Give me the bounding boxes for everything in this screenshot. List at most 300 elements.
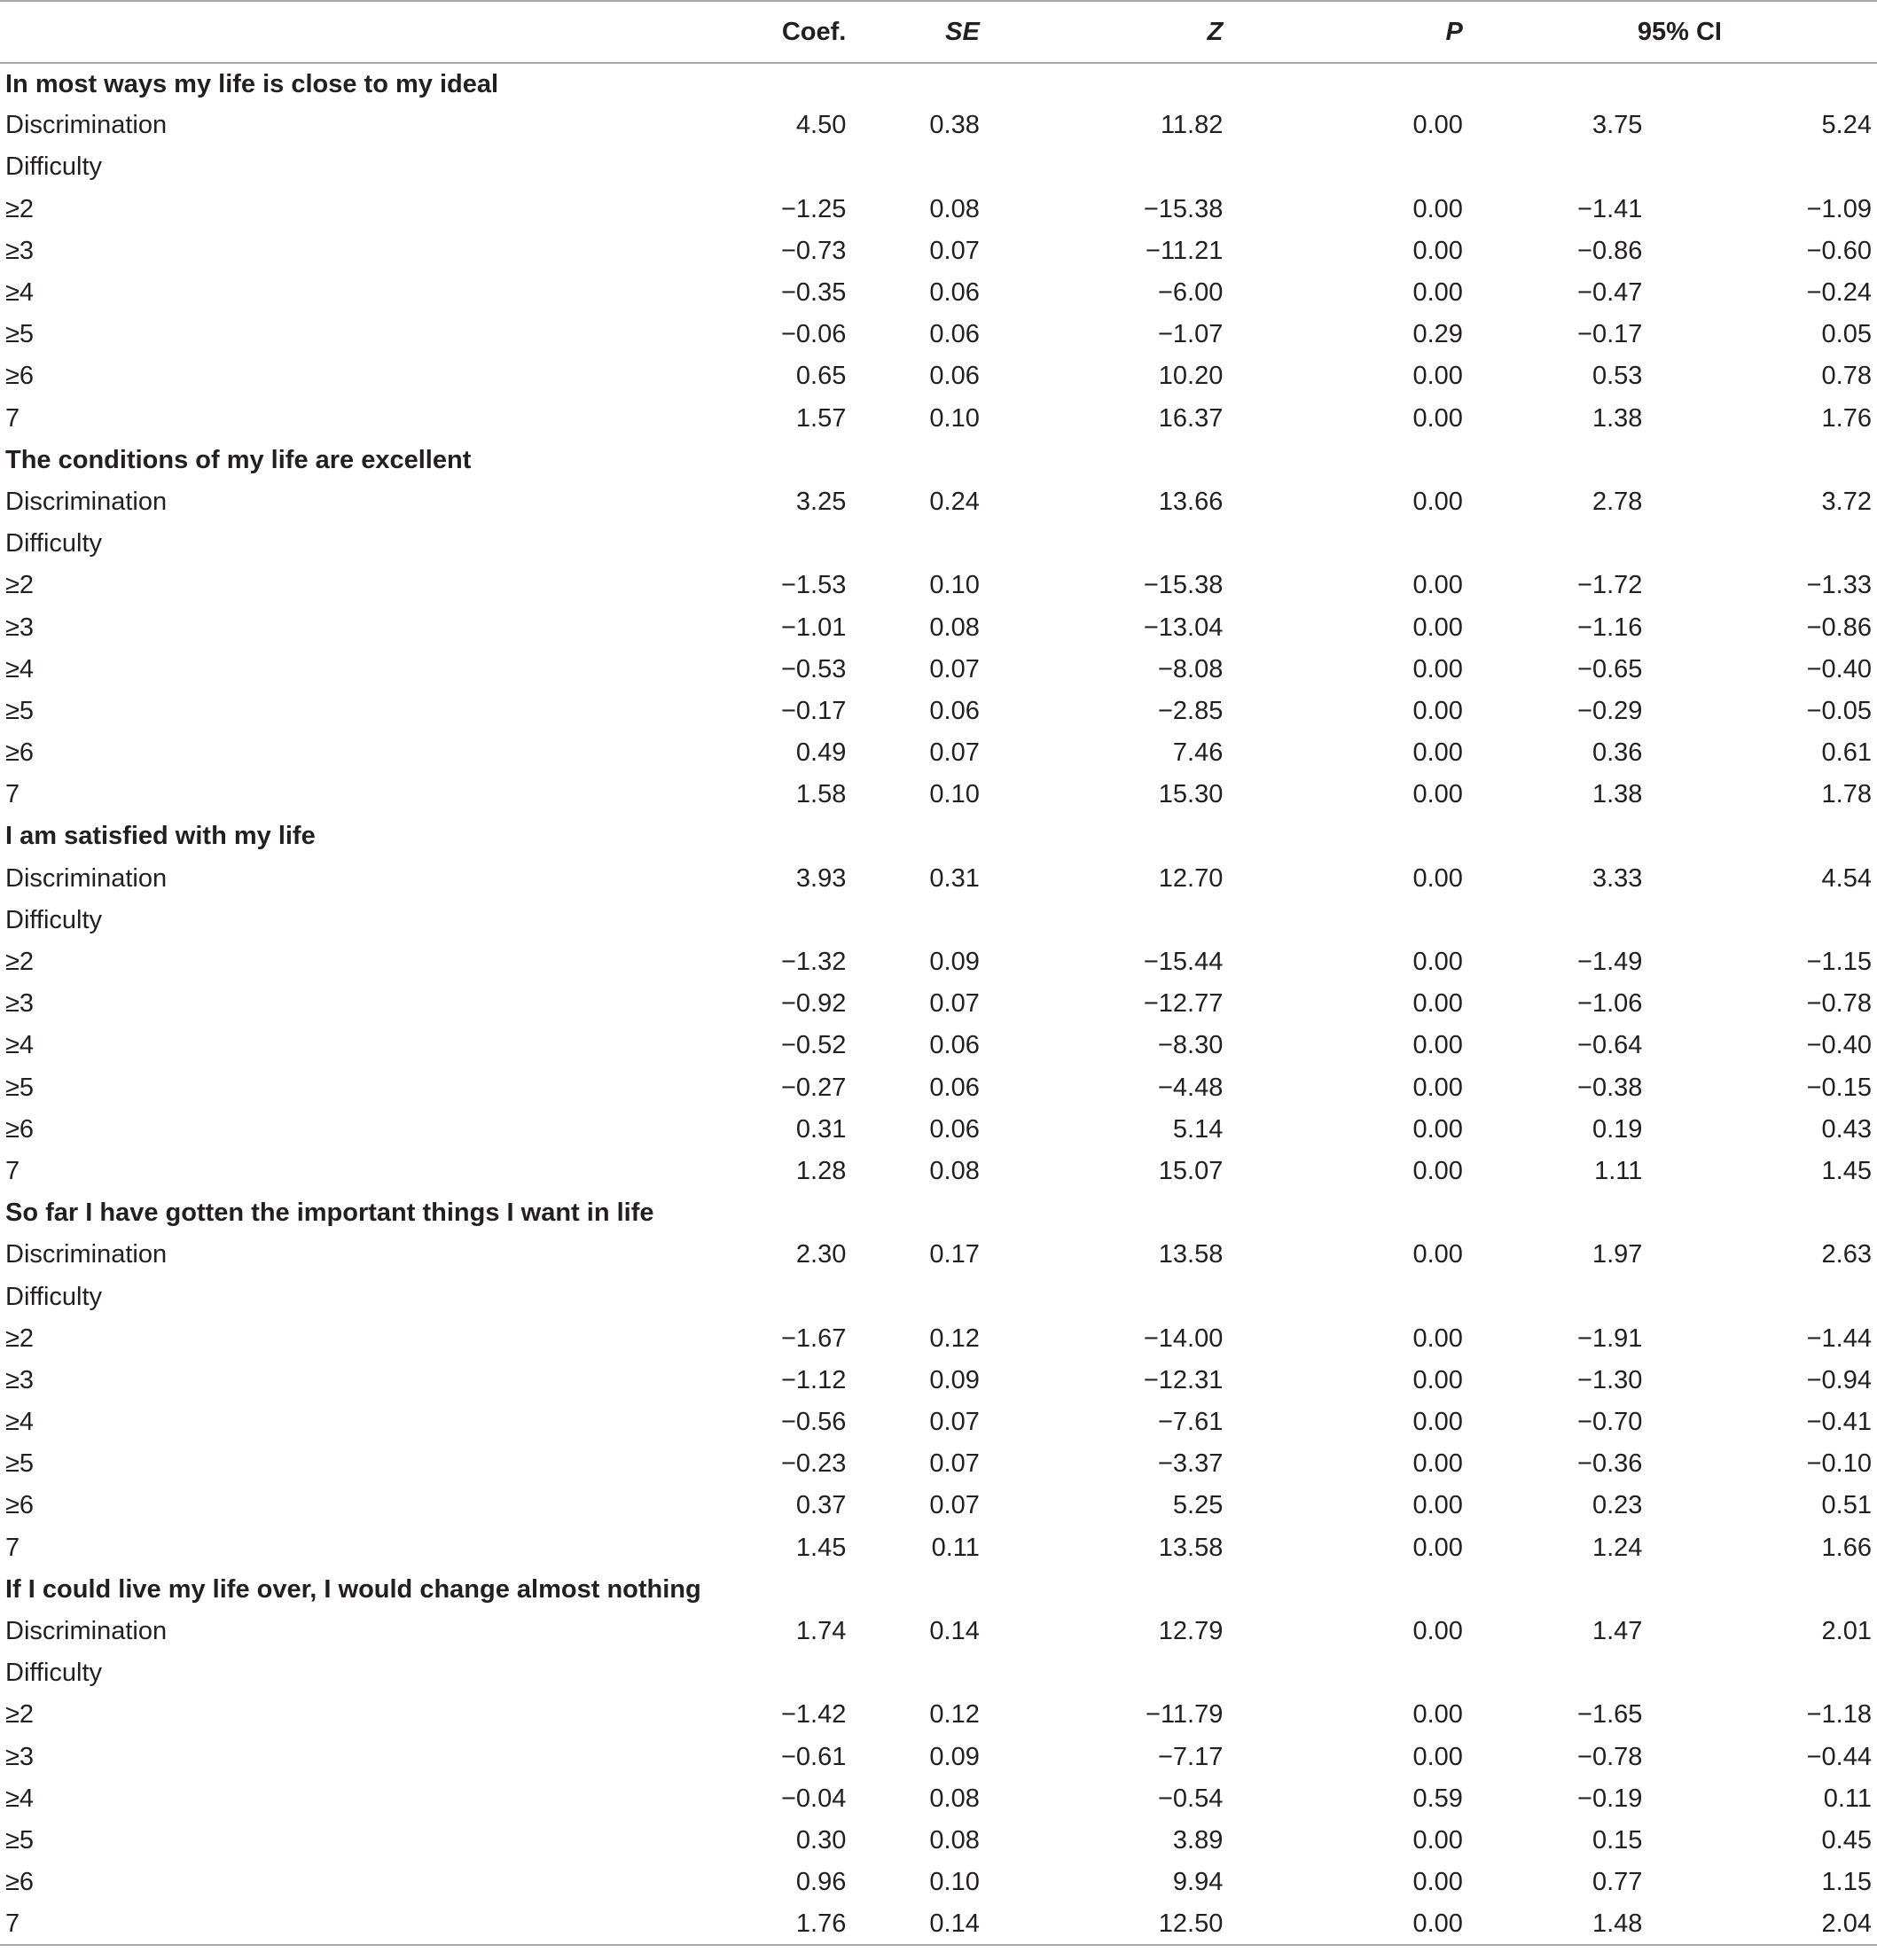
header-row <box>0 1 1877 63</box>
z-cell: 13.58 <box>1158 1240 1224 1269</box>
ci-low-cell: 0.77 <box>1592 1868 1643 1897</box>
ci-high-cell: 1.45 <box>1821 1156 1872 1185</box>
p-cell: 0.00 <box>1412 1533 1463 1562</box>
ci-high-cell: 1.66 <box>1821 1533 1872 1562</box>
p-cell: 0.00 <box>1412 654 1463 683</box>
ci-high-cell: −1.44 <box>1806 1324 1872 1353</box>
se-cell: 0.38 <box>929 111 980 140</box>
z-cell: −3.37 <box>1157 1449 1224 1479</box>
table-row <box>0 1778 1877 1820</box>
ci-low-cell: 0.36 <box>1592 738 1643 768</box>
se-cell: 0.09 <box>929 1365 980 1394</box>
ci-high-cell: 0.78 <box>1821 362 1872 391</box>
row-label: Discrimination <box>5 111 168 140</box>
se-cell: 0.10 <box>929 403 980 433</box>
table-header <box>0 1 1877 63</box>
p-cell: 0.29 <box>1412 320 1463 349</box>
coef-cell: 0.30 <box>795 1825 847 1855</box>
se-cell <box>890 146 1088 188</box>
row-label: ≥6 <box>5 1114 35 1144</box>
table-row <box>0 1360 1877 1402</box>
table-row <box>0 1527 1877 1569</box>
z-cell: 7.46 <box>1172 738 1224 768</box>
se-cell: 0.06 <box>929 362 980 391</box>
row-label: Discrimination <box>5 863 168 893</box>
row-label: ≥2 <box>5 1700 35 1730</box>
ci-low-cell <box>1482 146 1680 188</box>
z-cell: −11.79 <box>1146 1700 1224 1730</box>
z-cell: 5.25 <box>1172 1491 1224 1520</box>
row-label: 7 <box>5 780 20 809</box>
row-label: ≥3 <box>5 1742 35 1771</box>
table-row <box>0 941 1877 983</box>
ci-low-cell: −0.38 <box>1577 1073 1643 1102</box>
z-cell: 11.82 <box>1160 111 1224 140</box>
table-row <box>0 230 1877 272</box>
p-cell: 0.00 <box>1412 194 1463 223</box>
ci-high-cell: 2.63 <box>1821 1240 1872 1269</box>
ci-high-cell <box>1679 900 1877 941</box>
p-cell: 0.00 <box>1412 487 1463 516</box>
row-label: ≥6 <box>5 362 35 391</box>
ci-low-cell: −0.86 <box>1577 236 1643 265</box>
se-cell: 0.06 <box>929 278 980 308</box>
se-cell: 0.10 <box>929 1868 980 1897</box>
p-cell: 0.00 <box>1412 278 1463 308</box>
ci-high-cell: 0.45 <box>1821 1825 1872 1855</box>
p-cell: 0.00 <box>1412 989 1463 1019</box>
table-row <box>0 900 1877 941</box>
coef-cell: −0.52 <box>780 1031 847 1060</box>
se-cell: 0.12 <box>929 1324 980 1353</box>
coef-cell: −1.01 <box>780 613 847 642</box>
ci-high-cell: −0.86 <box>1806 613 1872 642</box>
ci-high-cell: −1.15 <box>1806 948 1872 977</box>
ci-high-cell: −0.44 <box>1806 1742 1872 1771</box>
row-label: 7 <box>0 1903 693 1945</box>
ci-high-cell: −0.40 <box>1806 1031 1872 1060</box>
table-row <box>0 732 1877 774</box>
table-row <box>0 774 1877 816</box>
section-header-row <box>0 440 1877 481</box>
coef-cell: −1.42 <box>780 1700 847 1730</box>
z-cell: −13.04 <box>1143 613 1224 642</box>
table-row <box>0 1652 1877 1694</box>
p-cell: 0.00 <box>1412 1700 1463 1730</box>
se-cell: 0.10 <box>929 780 980 809</box>
z-cell: 15.07 <box>1158 1156 1224 1185</box>
ci-high-cell: −1.09 <box>1806 194 1872 223</box>
row-label: ≥6 <box>5 1491 35 1520</box>
ci-low-cell: −0.36 <box>1577 1449 1643 1479</box>
ci-low-cell: −1.91 <box>1577 1324 1643 1353</box>
row-label: Difficulty <box>5 1659 103 1688</box>
section-title: So far I have gotten the important things I want in life <box>5 1199 654 1228</box>
se-cell <box>890 1276 1088 1317</box>
coef-cell: 1.74 <box>795 1617 847 1646</box>
ci-high-cell <box>1679 1276 1877 1317</box>
z-cell: −0.54 <box>1157 1784 1224 1813</box>
se-cell: 0.07 <box>929 1408 980 1437</box>
p-cell: 0.00 <box>1412 780 1463 809</box>
se-cell: 0.14 <box>929 1617 980 1646</box>
ci-high-cell: 2.01 <box>1821 1617 1872 1646</box>
row-label: ≥6 <box>5 1868 35 1897</box>
table-row <box>0 983 1877 1025</box>
header-se: SE <box>890 1 1088 63</box>
coef-cell: 0.49 <box>795 738 847 768</box>
coef-cell: −0.23 <box>780 1449 847 1479</box>
ci-low-cell: 1.24 <box>1592 1533 1643 1562</box>
z-cell <box>1088 146 1286 188</box>
row-label: ≥4 <box>5 1408 35 1437</box>
ci-high-cell: 0.51 <box>1821 1491 1872 1520</box>
row-label: ≥6 <box>5 738 35 768</box>
row-label: ≥3 <box>5 236 35 265</box>
coef-cell: 3.25 <box>795 487 847 516</box>
ci-low-cell <box>1482 900 1680 941</box>
header-z: Z <box>1088 1 1286 63</box>
ci-low-cell: −0.47 <box>1577 278 1643 308</box>
p-cell: 0.00 <box>1412 1825 1463 1855</box>
p-cell: 0.00 <box>1285 1903 1482 1945</box>
p-cell: 0.00 <box>1412 1073 1463 1102</box>
ci-high-cell: 0.61 <box>1821 738 1872 768</box>
coef-cell: −0.56 <box>780 1408 847 1437</box>
row-label: ≥5 <box>5 1825 35 1855</box>
p-cell: 0.00 <box>1412 571 1463 600</box>
table-row <box>0 1025 1877 1066</box>
section-header-row <box>0 1569 1877 1611</box>
header-ci: 95% CI <box>1482 1 1877 63</box>
z-cell: −6.00 <box>1157 278 1224 308</box>
ci-low-cell: −1.72 <box>1577 571 1643 600</box>
coef-cell <box>693 1276 891 1317</box>
se-cell: 0.09 <box>929 948 980 977</box>
coef-cell: 0.65 <box>795 362 847 391</box>
se-cell: 0.07 <box>929 989 980 1019</box>
z-cell: −15.38 <box>1143 194 1224 223</box>
z-cell: 3.89 <box>1172 1825 1224 1855</box>
table-row <box>0 691 1877 732</box>
table-row <box>0 189 1877 230</box>
section-header-row <box>0 1192 1877 1234</box>
table-row <box>0 481 1877 523</box>
coef-cell: 0.96 <box>795 1868 847 1897</box>
ci-high-cell: −0.94 <box>1806 1365 1872 1394</box>
table-row <box>0 105 1877 146</box>
z-cell: 16.37 <box>1158 403 1224 433</box>
row-label: ≥5 <box>5 1073 35 1102</box>
table-row <box>0 272 1877 314</box>
coef-cell: 3.93 <box>795 863 847 893</box>
se-cell <box>890 523 1088 565</box>
table-row <box>0 314 1877 355</box>
p-cell <box>1285 1276 1482 1317</box>
ci-low-cell: −1.06 <box>1577 989 1643 1019</box>
table-row <box>0 1737 1877 1778</box>
table-row <box>0 1109 1877 1151</box>
ci-low-cell: 0.15 <box>1592 1825 1643 1855</box>
coef-cell: 1.76 <box>693 1903 891 1945</box>
row-label: 7 <box>5 403 20 433</box>
row-label: ≥5 <box>5 696 35 725</box>
coef-cell: −0.04 <box>780 1784 847 1813</box>
p-cell <box>1285 1652 1482 1694</box>
ci-high-cell: 0.43 <box>1821 1114 1872 1144</box>
row-label: ≥3 <box>5 1365 35 1394</box>
p-cell: 0.00 <box>1412 236 1463 265</box>
coef-cell: −1.25 <box>780 194 847 223</box>
p-cell: 0.00 <box>1412 1449 1463 1479</box>
p-cell <box>1285 146 1482 188</box>
ci-low-cell: 3.75 <box>1592 111 1643 140</box>
table-body <box>0 63 1877 1945</box>
ci-low-cell: −1.30 <box>1577 1365 1643 1394</box>
coef-cell: 1.57 <box>795 403 847 433</box>
section-header-row <box>0 816 1877 857</box>
z-cell: −8.30 <box>1157 1031 1224 1060</box>
row-label: 7 <box>5 1533 20 1562</box>
se-cell: 0.14 <box>890 1903 1088 1945</box>
ci-high-cell: −0.60 <box>1806 236 1872 265</box>
z-cell: −4.48 <box>1157 1073 1224 1102</box>
z-cell: 9.94 <box>1172 1868 1224 1897</box>
ci-high-cell: −1.33 <box>1806 571 1872 600</box>
se-cell <box>890 900 1088 941</box>
ci-low-cell: 2.78 <box>1592 487 1643 516</box>
se-cell: 0.07 <box>929 236 980 265</box>
se-cell: 0.06 <box>929 320 980 349</box>
z-cell <box>1088 900 1286 941</box>
row-label: ≥3 <box>5 989 35 1019</box>
row-label: Discrimination <box>5 1617 168 1646</box>
se-cell: 0.06 <box>929 1114 980 1144</box>
row-label: ≥4 <box>5 278 35 308</box>
ci-high-cell: 0.11 <box>1823 1784 1872 1813</box>
ci-low-cell: −1.41 <box>1577 194 1643 223</box>
ci-low-cell <box>1482 523 1680 565</box>
table-row <box>0 1903 1877 1945</box>
table-row <box>0 1318 1877 1360</box>
se-cell: 0.10 <box>929 571 980 600</box>
se-cell <box>890 1652 1088 1694</box>
p-cell: 0.00 <box>1412 1491 1463 1520</box>
ci-low-cell: 0.53 <box>1592 362 1643 391</box>
table-row <box>0 606 1877 648</box>
coef-cell: −0.53 <box>780 654 847 683</box>
ci-low-cell: 1.47 <box>1592 1617 1643 1646</box>
table-row <box>0 1694 1877 1736</box>
row-label: Difficulty <box>5 1282 103 1311</box>
ci-low-cell: −0.70 <box>1577 1408 1643 1437</box>
coef-cell: 1.28 <box>795 1156 847 1185</box>
p-cell: 0.59 <box>1412 1784 1463 1813</box>
row-label: ≥4 <box>5 654 35 683</box>
ci-low-cell: −0.65 <box>1577 654 1643 683</box>
ci-high-cell: 1.15 <box>1821 1868 1872 1897</box>
coef-cell: 0.31 <box>795 1114 847 1144</box>
se-cell: 0.07 <box>929 1449 980 1479</box>
p-cell: 0.00 <box>1412 1156 1463 1185</box>
p-cell <box>1285 523 1482 565</box>
table-row <box>0 398 1877 440</box>
z-cell: −15.38 <box>1143 571 1224 600</box>
se-cell: 0.12 <box>929 1700 980 1730</box>
ci-low-cell: 1.38 <box>1592 403 1643 433</box>
coef-cell <box>693 523 891 565</box>
coef-cell: −0.73 <box>780 236 847 265</box>
row-label: ≥2 <box>5 1324 35 1353</box>
coef-cell: 1.58 <box>795 780 847 809</box>
coef-cell: −1.12 <box>780 1365 847 1394</box>
table-row <box>0 1067 1877 1109</box>
table-row <box>0 523 1877 565</box>
p-cell: 0.00 <box>1412 613 1463 642</box>
section-title: The conditions of my life are excellent <box>5 445 472 474</box>
ci-low-cell: −0.19 <box>1577 1784 1643 1813</box>
table-row <box>0 1443 1877 1485</box>
row-label: ≥2 <box>5 571 35 600</box>
se-cell: 0.06 <box>929 1031 980 1060</box>
ci-low-cell: 1.97 <box>1592 1240 1643 1269</box>
z-cell: −1.07 <box>1157 320 1224 349</box>
table-row <box>0 565 1877 606</box>
se-cell: 0.08 <box>929 194 980 223</box>
coef-cell: −1.53 <box>780 571 847 600</box>
ci-high-cell: −0.10 <box>1806 1449 1872 1479</box>
ci-low-cell: 1.48 <box>1482 1903 1680 1945</box>
coef-cell <box>693 900 891 941</box>
coef-cell: 0.37 <box>795 1491 847 1520</box>
se-cell: 0.08 <box>929 1825 980 1855</box>
ci-low-cell: 0.19 <box>1592 1114 1643 1144</box>
z-cell: −7.61 <box>1157 1408 1224 1437</box>
row-label: Discrimination <box>5 1240 168 1269</box>
ci-high-cell: 1.78 <box>1821 780 1872 809</box>
coef-cell <box>693 146 891 188</box>
row-label: 7 <box>5 1156 20 1185</box>
ci-high-cell: −0.41 <box>1806 1408 1872 1437</box>
p-cell: 0.00 <box>1412 696 1463 725</box>
z-cell: 12.50 <box>1088 1903 1286 1945</box>
coef-cell: 2.30 <box>795 1240 847 1269</box>
se-cell: 0.06 <box>929 696 980 725</box>
p-cell: 0.00 <box>1412 1868 1463 1897</box>
z-cell: 15.30 <box>1158 780 1224 809</box>
ci-low-cell: −1.49 <box>1577 948 1643 977</box>
coef-cell: −0.27 <box>780 1073 847 1102</box>
ci-high-cell: −0.40 <box>1806 654 1872 683</box>
row-label: ≥4 <box>5 1784 35 1813</box>
coef-cell: −1.67 <box>780 1324 847 1353</box>
z-cell: −15.44 <box>1143 948 1224 977</box>
ci-low-cell: −1.65 <box>1577 1700 1643 1730</box>
row-label: ≥5 <box>5 320 35 349</box>
se-cell: 0.24 <box>929 487 980 516</box>
coef-cell: −0.17 <box>780 696 847 725</box>
p-cell: 0.00 <box>1412 1031 1463 1060</box>
ci-low-cell: −0.78 <box>1577 1742 1643 1771</box>
z-cell: 12.70 <box>1158 863 1224 893</box>
se-cell: 0.08 <box>929 1156 980 1185</box>
ci-high-cell: 5.24 <box>1821 111 1872 140</box>
section-header-row <box>0 63 1877 105</box>
table-row <box>0 146 1877 188</box>
se-cell: 0.07 <box>929 654 980 683</box>
ci-low-cell: 1.11 <box>1594 1156 1643 1185</box>
p-cell: 0.00 <box>1412 403 1463 433</box>
p-cell: 0.00 <box>1412 1365 1463 1394</box>
p-cell: 0.00 <box>1412 863 1463 893</box>
ci-low-cell: −1.16 <box>1577 613 1643 642</box>
z-cell: 10.20 <box>1158 362 1224 391</box>
p-cell: 0.00 <box>1412 111 1463 140</box>
ci-high-cell: 3.72 <box>1821 487 1872 516</box>
p-cell: 0.00 <box>1412 948 1463 977</box>
p-cell: 0.00 <box>1412 738 1463 768</box>
table-row <box>0 1820 1877 1862</box>
ci-low-cell: −0.64 <box>1577 1031 1643 1060</box>
z-cell <box>1088 1276 1286 1317</box>
row-label: Difficulty <box>5 905 103 934</box>
ci-low-cell: 3.33 <box>1592 863 1643 893</box>
ci-high-cell: 4.54 <box>1821 863 1872 893</box>
ci-high-cell: −0.05 <box>1806 696 1872 725</box>
table-row <box>0 1611 1877 1652</box>
coef-cell: −0.92 <box>780 989 847 1019</box>
coef-cell <box>693 1652 891 1694</box>
se-cell: 0.31 <box>929 863 980 893</box>
section-title: If I could live my life over, I would change almost nothing <box>5 1574 701 1604</box>
se-cell: 0.17 <box>929 1240 980 1269</box>
p-cell: 0.00 <box>1412 1240 1463 1269</box>
row-label: ≥3 <box>5 613 35 642</box>
se-cell: 0.09 <box>929 1742 980 1771</box>
coef-cell: −0.61 <box>780 1742 847 1771</box>
p-cell <box>1285 900 1482 941</box>
z-cell: −8.08 <box>1157 654 1224 683</box>
p-cell: 0.00 <box>1412 1324 1463 1353</box>
z-cell <box>1088 523 1286 565</box>
ci-low-cell: 1.38 <box>1592 780 1643 809</box>
ci-high-cell <box>1679 1652 1877 1694</box>
coef-cell: −0.35 <box>780 278 847 308</box>
coef-cell: 4.50 <box>795 111 847 140</box>
ci-high-cell: −0.24 <box>1806 278 1872 308</box>
ci-low-cell <box>1482 1276 1680 1317</box>
z-cell <box>1088 1652 1286 1694</box>
ci-low-cell: −0.29 <box>1577 696 1643 725</box>
row-label: ≥5 <box>5 1449 35 1479</box>
se-cell: 0.07 <box>929 738 980 768</box>
ci-high-cell <box>1679 146 1877 188</box>
z-cell: 13.58 <box>1158 1533 1224 1562</box>
p-cell: 0.00 <box>1412 1617 1463 1646</box>
ci-low-cell <box>1482 1652 1680 1694</box>
table-row <box>0 1276 1877 1317</box>
table-row <box>0 649 1877 691</box>
table-row <box>0 858 1877 900</box>
z-cell: −11.21 <box>1146 236 1224 265</box>
ci-high-cell: 2.04 <box>1679 1903 1877 1945</box>
header-p: P <box>1285 1 1482 63</box>
table-row <box>0 1151 1877 1192</box>
se-cell: 0.07 <box>929 1491 980 1520</box>
p-cell: 0.00 <box>1412 1114 1463 1144</box>
ci-high-cell <box>1679 523 1877 565</box>
ci-high-cell: −0.15 <box>1806 1073 1872 1102</box>
